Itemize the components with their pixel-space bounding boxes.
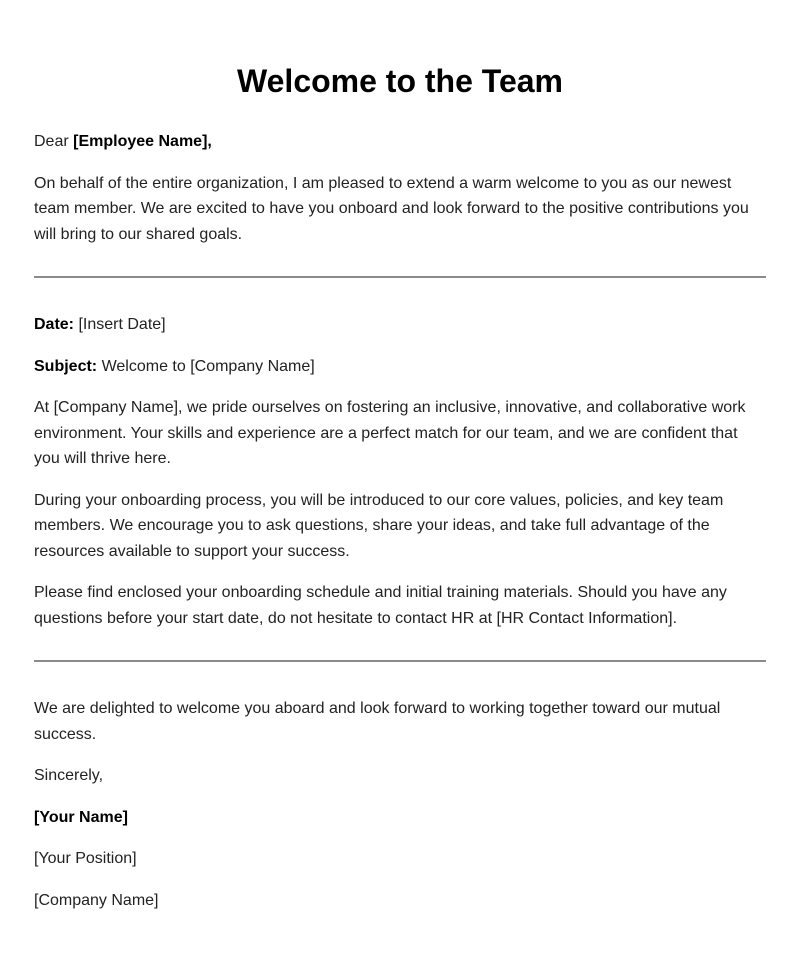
page-title: Welcome to the Team <box>237 63 563 99</box>
intro-paragraph: On behalf of the entire organization, I am pleased to extend a warm welcome to you as our newest team member. We are excited to have you onboard and look forward to the positive contributions you will bring to our shared goals. <box>34 174 749 243</box>
greeting <box>34 129 766 155</box>
divider-bottom <box>34 660 766 662</box>
signature-position: [Your Position] <box>34 850 137 867</box>
subject-value: Welcome to [Company Name] <box>97 357 315 375</box>
signature-company: [Company Name] <box>34 891 159 909</box>
signature-name-text: [Your Name] <box>34 808 128 826</box>
signoff: Sincerely, <box>34 767 104 784</box>
divider-top <box>34 276 766 278</box>
closing-paragraph: We are delighted to welcome you aboard and look forward to working together toward our mutual success. <box>34 700 721 743</box>
body-paragraph-2: During your onboarding process, you will be introduced to our core values, policies, and key team members. We encourage you to ask questions, share your ideas, and take full advantage of the resources available to support your success. <box>34 491 724 560</box>
date-label: Date: <box>34 316 75 333</box>
employee-name: [Employee Name], <box>73 133 212 150</box>
body-paragraph-3: Please find enclosed your onboarding schedule and initial training materials. Should you have any questions before your start date, do not hesitate to contact HR at [HR Contact Information]. <box>34 584 727 627</box>
body-paragraph-1: At [Company Name], we pride ourselves on fostering an inclusive, innovative, and collaborative work environment. Your skills and experience are a perfect match for our team, and we are confident that you will thrive here. <box>34 399 746 467</box>
greeting-prefix: Dear <box>34 133 74 150</box>
signature-name <box>34 805 766 831</box>
date-line <box>34 312 766 338</box>
subject-label: Subject: <box>34 357 98 375</box>
subject-line <box>34 354 766 380</box>
date-value: [Insert Date] <box>74 316 166 333</box>
